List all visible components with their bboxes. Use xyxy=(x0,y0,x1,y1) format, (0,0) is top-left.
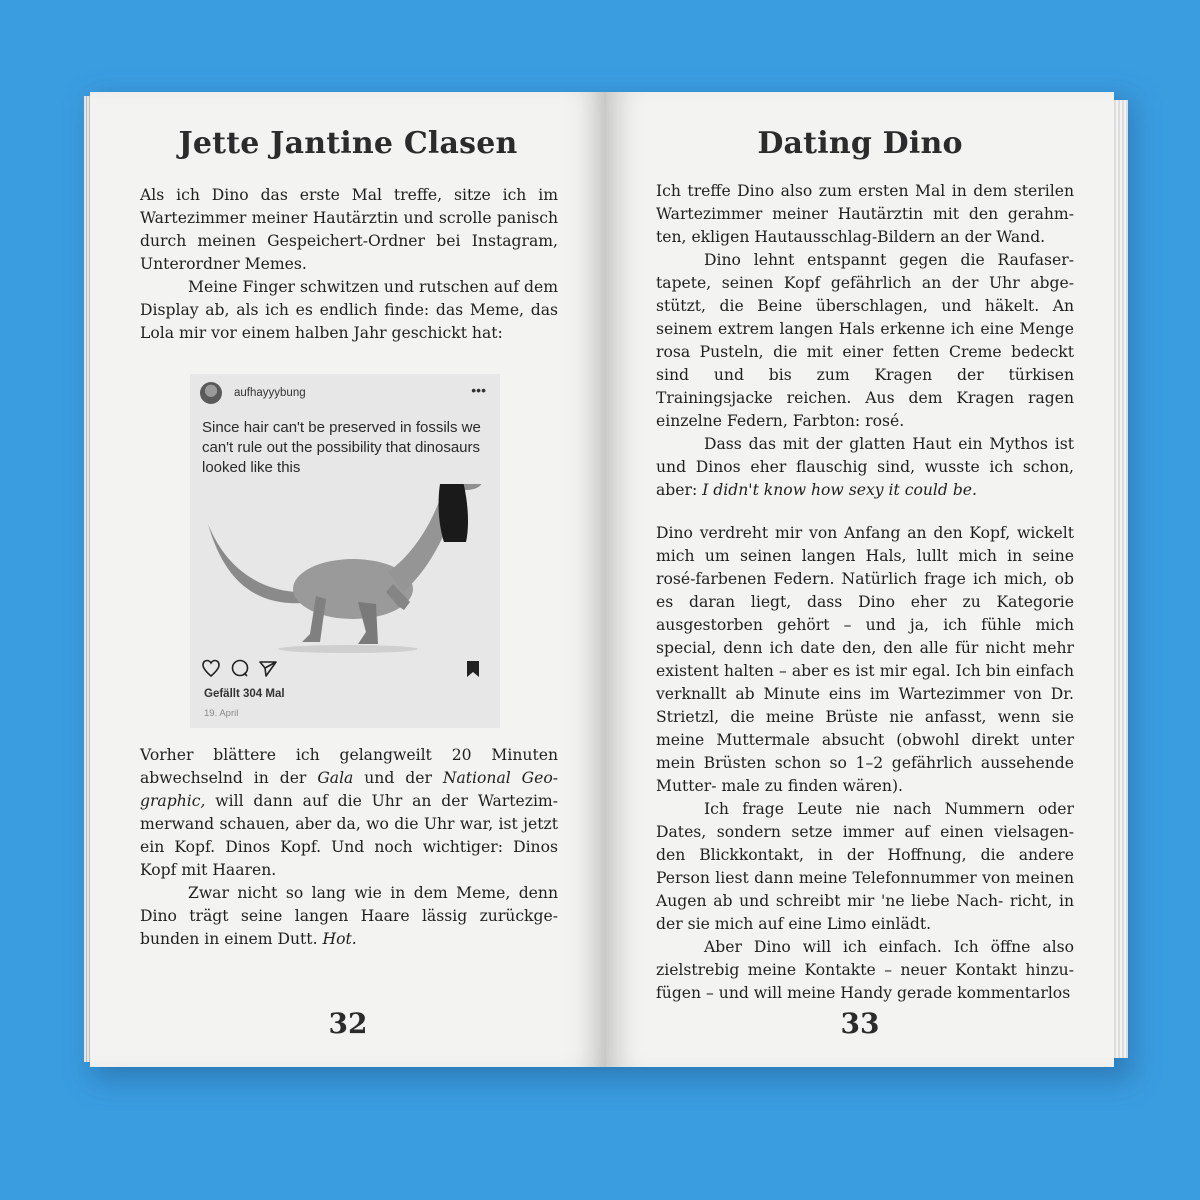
body-text-bottom xyxy=(140,744,558,951)
paragraph: Dass das mit der glatten Haut ein Mythos ist und Dinos eher flauschig sind, wusste ich schon, aber: I didn't know how sexy it could be. xyxy=(656,435,1074,499)
body-text xyxy=(656,180,1074,1005)
page-header: Jette Jantine Clasen xyxy=(178,126,518,161)
post-date: 19. April xyxy=(204,708,239,719)
post-actions xyxy=(202,659,292,679)
right-page xyxy=(606,92,1114,1067)
page-number: 32 xyxy=(328,1007,368,1040)
paragraph: Aber Dino will ich einfach. Ich öffne also zielstrebig meine Kontakte – neuer Kontakt hinzu- fügen – und will meine Handy gerade kommentarlos xyxy=(656,938,1074,1002)
paragraph: Dino lehnt entspannt gegen die Raufaser- tapete, seinen Kopf gefährlich an der Uhr abge- stützt, die Beine überschlagen, und häkelt. An seinem extrem langen Hals erkenne ich eine Menge rosa Pusteln, die mit einer fetten Creme bedeckt sind und bis zum Kragen der türkisen Trainingsjacke reichen. Aus dem Kragen ragen einzelne Federn, Farbton: rosé. xyxy=(656,251,1074,430)
paragraph: Zwar nicht so lang wie in dem Meme, denn Dino trägt seine langen Haare lässig zurückge- bunden in einem Dutt. Hot. xyxy=(140,884,558,948)
heart-icon xyxy=(203,661,219,677)
paragraph: Als ich Dino das erste Mal treffe, sitze ich im Wartezimmer meiner Hautärztin und scrolle panisch durch meinen Gespeichert-Ordner bei Instagram, Unterordner Memes. xyxy=(140,186,558,273)
like-count: Gefällt 304 Mal xyxy=(204,688,285,700)
bookmark-icon xyxy=(466,660,480,678)
username: aufhayyybung xyxy=(234,387,306,399)
meme-caption: Since hair can't be preserved in fossils we can't rule out the possibility that dinosaurs looked like this xyxy=(202,419,481,476)
paragraph: Meine Finger schwitzen und rutschen auf dem Display ab, als ich es endlich finde: das Meme, das Lola mir vor einem halben Jahr geschickt hat: xyxy=(140,278,558,342)
paragraph: Ich treffe Dino also zum ersten Mal in dem sterilen Wartezimmer meiner Hautärztin mit den gerahm- ten, ekligen Hautausschlag-Bildern an der Wand. xyxy=(656,182,1074,246)
paragraph: Dino verdreht mir von Anfang an den Kopf, wickelt mich um seinen langen Hals, lullt mich in seine rosé-farbenen Federn. Natürlich frage ich mich, ob es daran liegt, dass Dino eher zu Kategorie ausgestorben gehört – und ja, ich fühle mich special, denn ich date den, den alle für nicht mehr existent halten – aber es ist mir egal. Ich bin einfach verknallt ab Minute eins im Wartezimmer von Dr. Strietzl, die meine Brüste nie anfasst, wenn sie meine Muttermale absucht (obwohl direkt unter mein Brüsten schon so 1–2 gefährlich aussehende Mutter- male zu finden wären). xyxy=(656,524,1074,795)
more-options-icon: ••• xyxy=(471,382,486,398)
paragraph: Ich frage Leute nie nach Nummern oder Dates, sondern setze immer auf einen vielsagen- den Blickkontakt, in der Hoffnung, die andere Person liest dann meine Telefonnummer von meinen Augen ab und schreibt mir 'ne liebe Nach- richt, in der sie mich auf eine Limo einlädt. xyxy=(656,800,1074,933)
body-text-top xyxy=(140,184,558,345)
left-page xyxy=(90,92,606,1067)
send-icon xyxy=(260,662,276,676)
page-header: Dating Dino xyxy=(757,126,963,161)
page-number: 33 xyxy=(840,1007,880,1040)
instagram-meme-post xyxy=(190,374,500,728)
paragraph: Vorher blättere ich gelangweilt 20 Minuten abwechselnd in der Gala und der National Geo- graphic, will dann auf die Uhr an der Wartezim- merwand schauen, aber da, wo die Uhr war, ist jetzt ein Kopf. Dinos Kopf. Und noch wichtiger: Dinos Kopf mit Haaren. xyxy=(140,746,558,879)
avatar xyxy=(200,382,222,404)
dinosaur-illustration xyxy=(198,484,498,654)
